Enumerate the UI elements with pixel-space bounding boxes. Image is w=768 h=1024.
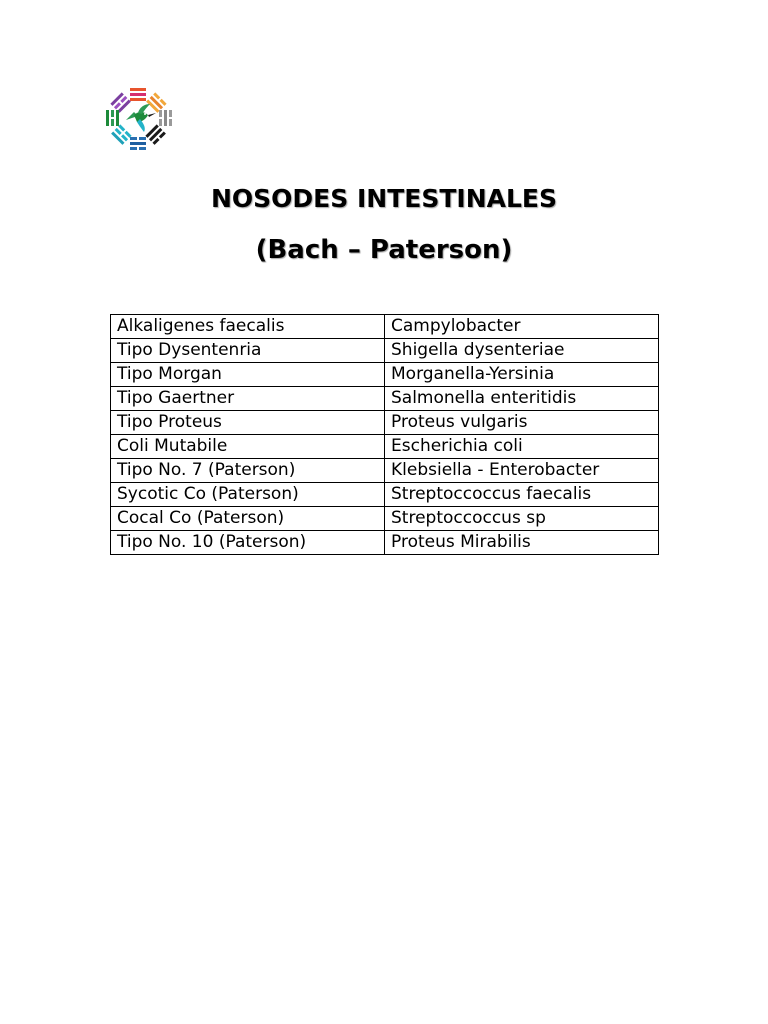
table-cell-organism: Klebsiella - Enterobacter	[385, 459, 659, 483]
table-row	[111, 315, 659, 339]
nosodes-table	[110, 314, 659, 555]
table-cell-organism: Streptoccoccus sp	[385, 507, 659, 531]
table-cell-nosode: Alkaligenes faecalis	[111, 315, 385, 339]
table-cell-nosode: Sycotic Co (Paterson)	[111, 483, 385, 507]
table-cell-nosode: Tipo Morgan	[111, 363, 385, 387]
table-row	[111, 387, 659, 411]
table-row	[111, 507, 659, 531]
table-row	[111, 435, 659, 459]
table-cell-nosode: Coli Mutabile	[111, 435, 385, 459]
table-row	[111, 339, 659, 363]
table-row	[111, 411, 659, 435]
table-cell-organism: Proteus Mirabilis	[385, 531, 659, 555]
trigram-bottom	[130, 137, 146, 150]
table-cell-organism: Campylobacter	[385, 315, 659, 339]
table-row	[111, 531, 659, 555]
document-title: NOSODES INTESTINALES	[211, 184, 557, 213]
table-cell-nosode: Cocal Co (Paterson)	[111, 507, 385, 531]
table-cell-organism: Proteus vulgaris	[385, 411, 659, 435]
trigram-top	[130, 88, 146, 101]
table-cell-organism: Escherichia coli	[385, 435, 659, 459]
table-cell-nosode: Tipo Proteus	[111, 411, 385, 435]
trigram-left	[106, 110, 119, 126]
table-row	[111, 363, 659, 387]
table-cell-nosode: Tipo Dysentenria	[111, 339, 385, 363]
hummingbird-icon	[126, 104, 156, 132]
table-cell-organism: Morganella-Yersinia	[385, 363, 659, 387]
trigram-top-right	[146, 92, 167, 113]
trigram-right	[159, 110, 172, 126]
table-cell-nosode: Tipo Gaertner	[111, 387, 385, 411]
document-subtitle: (Bach – Paterson)	[255, 235, 513, 265]
table-row	[111, 483, 659, 507]
trigram-bottom-right	[145, 124, 166, 145]
table-cell-organism: Salmonella enteritidis	[385, 387, 659, 411]
hummingbird-trigram-logo-icon	[104, 86, 174, 152]
table-row	[111, 459, 659, 483]
trigram-bottom-left	[111, 124, 132, 145]
table-cell-organism: Shigella dysenteriae	[385, 339, 659, 363]
trigram-top-left	[110, 92, 131, 113]
table-cell-organism: Streptoccoccus faecalis	[385, 483, 659, 507]
table-cell-nosode: Tipo No. 10 (Paterson)	[111, 531, 385, 555]
table-cell-nosode: Tipo No. 7 (Paterson)	[111, 459, 385, 483]
